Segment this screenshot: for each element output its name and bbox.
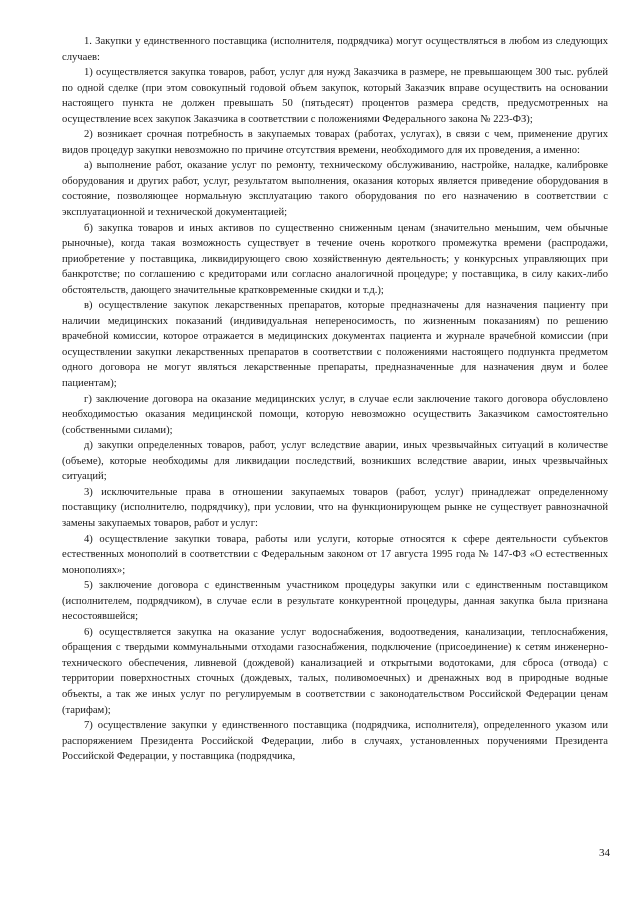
paragraph-item-5: 5) заключение договора с единственным участником процедуры закупки или с единственным поставщиком (исполнителем, подрядчиком), в случае если в результате конкурентной процедуры, данная закупка была признана несостоявшейся;	[62, 580, 608, 623]
paragraph-item-2: 2) возникает срочная потребность в закупаемых товарах (работах, услугах), в связи с чем, применение других видов процедур закупки невозможно по причине отсутствия времени, необходимого для их проведения, а именно:	[62, 129, 608, 156]
paragraph-item-4: 4) осуществление закупки товара, работы или услуги, которые относятся к сфере деятельности субъектов естественных монополий в соответствии с Федеральным законом от 17 августа 1995 года № 147-ФЗ «О естественных монополиях»;	[62, 533, 608, 576]
paragraph-item-2a: а) выполнение работ, оказание услуг по ремонту, техническому обслуживанию, настройке, наладке, калибровке оборудования и других работ, услуг, результатом выполнения, оказания которых является приведение оборудования в состояние, позволяющее нормальную эксплуатацию такого оборудования по его назначению в соответствии с эксплуатационной и технической документацией;	[62, 160, 608, 219]
paragraph-intro: 1. Закупки у единственного поставщика (исполнителя, подрядчика) могут осуществляться в любом из следующих случаев:	[62, 36, 608, 63]
paragraph-item-6: 6) осуществляется закупка на оказание услуг водоснабжения, водоотведения, канализации, теплоснабжения, обращения с твердыми коммунальными отходами газоснабжения, подключение (присоединение) к сетям инженерно-технического обеспечения, ливневой (дождевой) канализацией и открытыми водотоками, для сброса (отвода) с территории поверхностных сточных (дождевых, талых, поливомоечных) и дренажных вод в природные водные объекты, а так же иных услуг по регулируемым в соответствии с законодательством Российской Федерации ценам (тарифам);	[62, 626, 608, 716]
page-number: 34	[599, 847, 610, 859]
paragraph-item-3: 3) исключительные права в отношении закупаемых товаров (работ, услуг) принадлежат определенному поставщику (исполнителю, подрядчику), при условии, что на функционирующем рынке не существует равнозначной замены закупаемых товаров, работ и услуг:	[62, 486, 608, 529]
document-body	[62, 34, 608, 765]
paragraph-item-7: 7) осуществление закупки у единственного поставщика (подрядчика, исполнителя), определенного указом или распоряжением Президента Российской Федерации, либо в случаях, установленных поручениями Президента Российской Федерации, у поставщика (подрядчика,	[62, 720, 608, 763]
paragraph-item-2b: б) закупка товаров и иных активов по существенно сниженным ценам (значительно меньшим, чем обычные рыночные), когда такая возможность существует в течение очень короткого промежутка времени (распродажи, приобретение у поставщика, ликвидирующего свою хозяйственную деятельность; у конкурсных управляющих при банкротстве; по соглашению с кредиторами или согласно аналогичной процедуре; у поставщика, в силу каких-либо обстоятельств, дающего значительные кратковременные скидки и т.д.);	[62, 222, 608, 296]
paragraph-item-2g: г) заключение договора на оказание медицинских услуг, в случае если заключение такого договора обусловлено необходимостью оказания медицинской помощи, которую невозможно осуществить Заказчиком самостоятельно (собственными силами);	[62, 393, 608, 436]
paragraph-item-1: 1) осуществляется закупка товаров, работ, услуг для нужд Заказчика в размере, не превышающем 300 тыс. рублей по одной сделке (при этом совокупный годовой объем закупок, который Заказчик вправе осуществить на основании настоящего пункта не должен превышать 50 (пятьдесят) процентов размера средств, предусмотренных на осуществление всех закупок Заказчика в соответствии с положениями Федерального закона № 223-ФЗ);	[62, 67, 608, 125]
paragraph-item-2v: в) осуществление закупок лекарственных препаратов, которые предназначены для назначения пациенту при наличии медицинских показаний (индивидуальная непереносимость, по жизненным показаниям) по решению врачебной комиссии, которое отражается в медицинских документах пациента и журнале врачебной комиссии (при осуществлении закупки лекарственных препаратов в соответствии с положениями настоящего подпункта предметом одного договора не могут являться лекарственные препараты, предназначенные для назначения двум и более пациентам);	[62, 300, 608, 390]
paragraph-item-2d: д) закупки определенных товаров, работ, услуг вследствие аварии, иных чрезвычайных ситуаций в количестве (объеме), которые необходимы для ликвидации последствий, возникших вследствие аварии, иных чрезвычайных ситуаций;	[62, 440, 608, 483]
